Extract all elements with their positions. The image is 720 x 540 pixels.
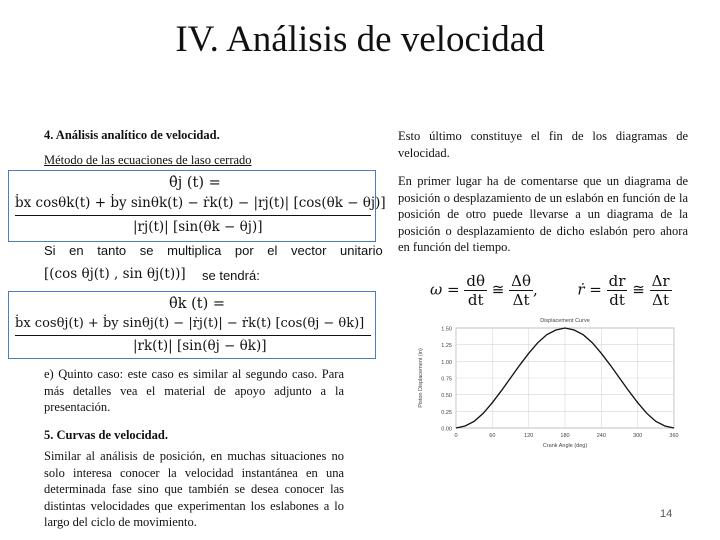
y-tick-label: 0.25 (441, 409, 452, 416)
x-tick-label: 0 (454, 433, 458, 439)
omega-increment: $\frac{\Delta\theta}{\Delta t}$ (511, 272, 532, 309)
section-heading-5: 5. Curvas de velocidad. (44, 428, 168, 442)
equation-1-denominator: |rj(t)| [sin(θk − θj)] (133, 219, 263, 235)
chart-xlabel: Crank Angle (deg) (542, 443, 588, 449)
equation-2-lhs (169, 296, 225, 312)
equation-2-denominator: |rk(t)| [sin(θj − θk)] (133, 338, 267, 354)
equation-1-numerator: ḃx cosθk(t) + ḃy sinθk(t) − ṙk(t) − |rj(t)| [cos(θk − θj)] (15, 195, 386, 211)
multiply-text: Si en tanto se multiplica por el vector unitario (44, 243, 383, 258)
unit-vector: [(cos θj(t) , sin θj(t))] (44, 266, 186, 282)
equation-2-numerator: ḃx cosθj(t) + ḃy sinθj(t) − |ṙj(t)| − ṙk(t) [cos(θj − θk)] (15, 316, 365, 331)
x-tick-label: 60 (489, 433, 496, 439)
x-tick-label: 300 (633, 433, 643, 439)
y-tick-label: 0.75 (441, 376, 452, 383)
equation-1-fraction-bar (15, 215, 371, 216)
slide-title: IV. Análisis de velocidad (175, 19, 545, 60)
y-tick-label: 1.25 (441, 343, 452, 350)
displacement-chart-svg (412, 310, 682, 458)
quinto-caso-text: e) Quinto caso: este caso es similar al segundo caso. Para más detalles vea el material de apoyo adjunto a la presentación. (44, 367, 344, 415)
r-increment: $\frac{\Delta r}{\Delta t}$ (651, 272, 670, 309)
approx-sign-1: ≅ (491, 280, 505, 299)
y-tick-label: 1.50 (441, 326, 452, 333)
y-tick-label: 0.00 (441, 426, 452, 433)
eq2-top-term: θ̇k (t) = (169, 296, 226, 312)
r-derivative: $\frac{dr}{dt}$ (608, 272, 626, 309)
approx-sign-2: ≅ (632, 280, 645, 299)
y-tick-label: 1.00 (441, 359, 452, 366)
right-paragraph-1: Esto último constituye el fin de los diagramas de velocidad. (398, 129, 688, 160)
omega-derivative: $\frac{d\theta}{dt}$ (466, 272, 485, 309)
y-tick-label: 0.50 (441, 393, 452, 400)
chart-ylabel: Piston Displacement (in) (418, 348, 424, 408)
x-tick-label: 180 (560, 433, 570, 439)
rdot-lhs: ṙ = (577, 280, 602, 299)
curvas-paragraph: Similar al análisis de posición, en muchas situaciones no solo interesa conocer la velocidad instantánea en una determinada fase sino que también se desea conocer las distintas velocidades que experimentan los eslabones a lo largo del ciclo de movimiento. (44, 449, 344, 530)
x-tick-label: 120 (524, 433, 534, 439)
omega-lhs: ω = (430, 280, 460, 299)
equation-box-2 (8, 291, 376, 359)
method-label: Método de las ecuaciones de laso cerrado (44, 153, 252, 167)
section-heading-4: 4. Análisis analítico de velocidad. (44, 128, 220, 142)
formula-comma: , (533, 280, 538, 299)
right-paragraph-2: En primer lugar ha de comentarse que un diagrama de posición o desplazamiento de un eslabón en función de la posición de otro puede llevarse a un diagrama de la posición o desplazamiento de dicho eslabón pero ahora en función del tiempo. (398, 174, 688, 255)
equation-2-fraction-bar (15, 335, 371, 336)
x-tick-label: 240 (596, 433, 606, 439)
se-tendra-text: se tendrá: (202, 268, 260, 283)
equation-box-1 (8, 170, 386, 242)
equation-1-lhs (169, 175, 221, 191)
eq1-top-term: θ̇j (t) = (169, 175, 221, 191)
x-tick-label: 360 (669, 433, 679, 439)
chart-title: Displacement Curve (540, 318, 590, 324)
velocity-formulas (430, 272, 672, 309)
displacement-chart (412, 310, 682, 458)
page-number: 14 (660, 508, 673, 520)
